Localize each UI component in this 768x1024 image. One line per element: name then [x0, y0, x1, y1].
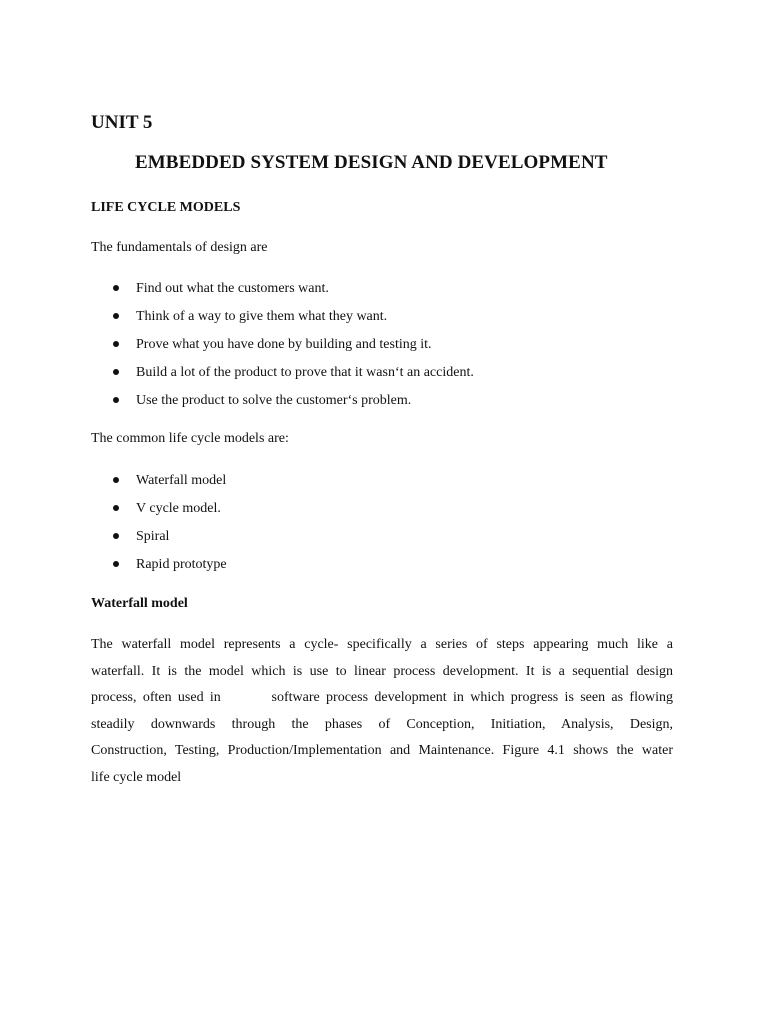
bullet-icon — [113, 533, 119, 539]
waterfall-heading: Waterfall model — [91, 596, 188, 611]
list-item-text: Use the product to solve the customer‘s problem. — [136, 393, 412, 408]
bullet-icon — [113, 313, 119, 319]
paragraph-line: Construction, Testing, Production/Implementation and Maintenance. Figure 4.1 shows the water — [91, 743, 673, 758]
paragraph-line: waterfall. It is the model which is use to linear process development. It is a sequential design — [91, 663, 673, 679]
list-item-text: Find out what the customers want. — [136, 281, 329, 296]
list-item — [91, 500, 691, 528]
list-item-text: Waterfall model — [136, 473, 227, 488]
list-item — [91, 336, 691, 364]
paragraph-line: steadily downwards through the phases of Conception, Initiation, Analysis, Design, — [91, 716, 673, 732]
list-item — [91, 392, 691, 420]
fundamentals-intro: The fundamentals of design are — [91, 240, 268, 255]
models-intro: The common life cycle models are: — [91, 431, 289, 446]
paragraph-line: The waterfall model represents a cycle- specifically a series of steps appearing much like a — [91, 637, 673, 652]
list-item-text: Spiral — [136, 529, 170, 544]
list-item-text: V cycle model. — [136, 501, 221, 516]
models-list — [91, 472, 691, 584]
list-item-text: Prove what you have done by building and testing it. — [136, 337, 432, 352]
section-heading: LIFE CYCLE MODELS — [91, 200, 241, 215]
list-item-text: Rapid prototype — [136, 557, 227, 572]
paragraph-line: process, often used in software process development in which progress is seen as flowing — [91, 690, 673, 705]
paragraph-line: life cycle model — [91, 769, 182, 785]
bullet-icon — [113, 505, 119, 511]
waterfall-paragraph — [91, 632, 673, 791]
bullet-icon — [113, 561, 119, 567]
bullet-icon — [113, 341, 119, 347]
list-item-text: Build a lot of the product to prove that it wasn‘t an accident. — [136, 365, 474, 380]
bullet-icon — [113, 477, 119, 483]
unit-title: UNIT 5 — [91, 112, 153, 133]
list-item — [91, 364, 691, 392]
bullet-icon — [113, 397, 119, 403]
list-item — [91, 528, 691, 556]
bullet-icon — [113, 369, 119, 375]
bullet-icon — [113, 285, 119, 291]
list-item-text: Think of a way to give them what they want. — [136, 309, 388, 324]
list-item — [91, 472, 691, 500]
document-title: EMBEDDED SYSTEM DESIGN AND DEVELOPMENT — [135, 152, 608, 173]
list-item — [91, 308, 691, 336]
fundamentals-list — [91, 280, 691, 420]
list-item — [91, 280, 691, 308]
list-item — [91, 556, 691, 584]
